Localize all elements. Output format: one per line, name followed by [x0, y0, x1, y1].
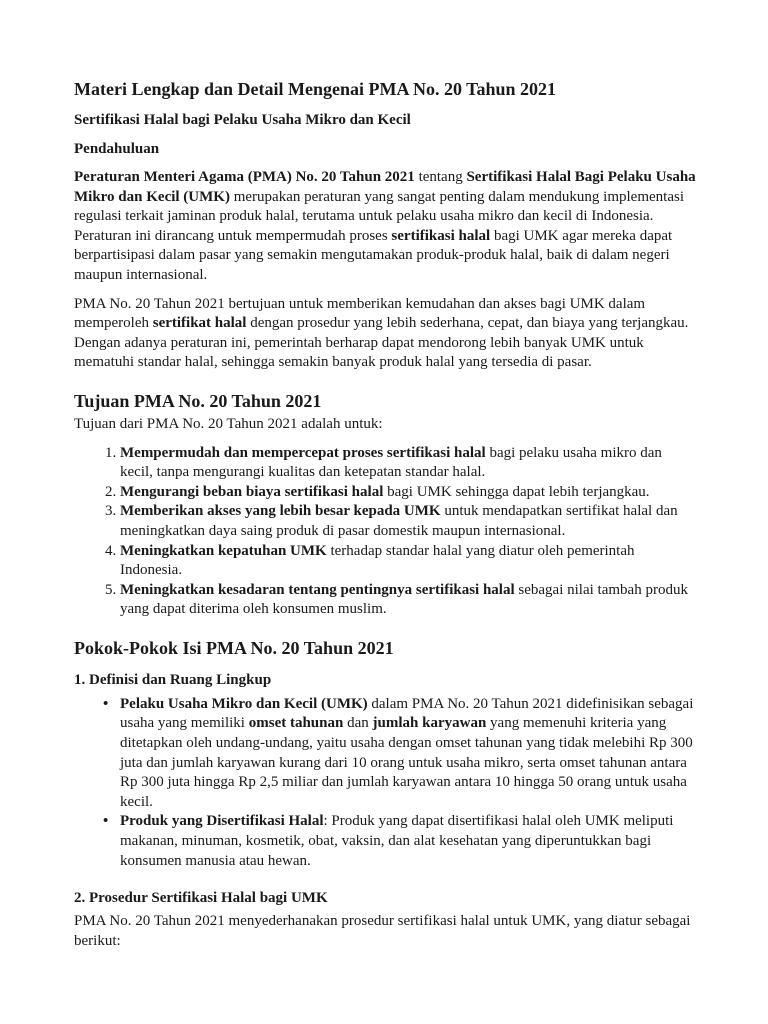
bold-text: omset tahunan: [248, 715, 344, 732]
bold-text: Mengurangi beban biaya sertifikasi halal: [120, 483, 384, 500]
prosedur-heading: 2. Prosedur Sertifikasi Halal bagi UMK: [74, 890, 328, 907]
bold-text: Memberikan akses yang lebih besar kepada UMK: [120, 503, 441, 520]
text: bagi pelaku usaha mikro dan kecil, tanpa mengurangi kualitas dan ketepatan standar halal.: [120, 444, 662, 481]
pokok-heading: Pokok-Pokok Isi PMA No. 20 Tahun 2021: [74, 637, 394, 658]
text: untuk mendapatkan sertifikat halal dan meningkatkan daya saing produk di pasar domestik maupun internasional.: [120, 503, 678, 539]
text: sebagai nilai tambah produk yang dapat diterima oleh konsumen muslim.: [120, 581, 688, 618]
list-item: [120, 444, 698, 483]
bold-text: jumlah karyawan: [372, 715, 487, 732]
intro-paragraph-1: [74, 168, 698, 286]
definisi-heading: 1. Definisi dan Ruang Lingkup: [74, 671, 272, 688]
bold-text: Meningkatkan kesadaran tentang pentingnya sertifikasi halal: [120, 581, 515, 598]
text: : Produk yang dapat disertifikasi halal oleh UMK meliputi makanan, minuman, kosmetik, obat, vaksin, dan alat kesehatan yang diperuntukkan bagi konsumen manusia atau hewan.: [120, 813, 674, 869]
bold-text: Pelaku Usaha Mikro dan Kecil (UMK): [120, 695, 368, 712]
list-item: [120, 695, 698, 813]
list-item: [120, 542, 698, 581]
prosedur-intro: PMA No. 20 Tahun 2021 menyederhanakan prosedur sertifikasi halal untuk UMK, yang diatur sebagai berikut:: [74, 913, 691, 949]
text: terhadap standar halal yang diatur oleh pemerintah Indonesia.: [120, 542, 635, 579]
text: dalam PMA No. 20 Tahun 2021 didefinisikan sebagai usaha yang memiliki: [120, 695, 694, 732]
bold-text: sertifikat halal: [152, 315, 247, 332]
document-subtitle: Sertifikasi Halal bagi Pelaku Usaha Mikro dan Kecil: [74, 112, 411, 128]
tujuan-heading: Tujuan PMA No. 20 Tahun 2021: [74, 390, 322, 411]
bold-text: Produk yang Disertifikasi Halal: [120, 813, 324, 830]
text: bagi UMK agar mereka dapat berpartisipasi dalam pasar yang semakin mengutamakan produk-produk halal, baik di dalam negeri maupun internasional.: [74, 227, 673, 283]
list-item: [120, 502, 698, 541]
definisi-list: [74, 695, 698, 871]
bold-text: Meningkatkan kepatuhan UMK: [120, 542, 327, 559]
bold-text: Peraturan Menteri Agama (PMA) No. 20 Tahun 2021: [74, 169, 415, 185]
text: merupakan peraturan yang sangat penting dalam mendukung implementasi regulasi terkait jaminan produk halal, terutama untuk pelaku usaha mikro dan kecil di Indonesia. Peraturan ini dirancang untuk mempermudah proses: [74, 188, 684, 244]
intro-paragraph-2: [74, 295, 698, 373]
bold-text: Sertifikasi Halal Bagi Pelaku Usaha Mikro dan Kecil (UMK): [74, 169, 696, 205]
list-item: [120, 483, 698, 503]
list-item: [120, 581, 698, 620]
text: dan: [343, 715, 373, 732]
document-title: Materi Lengkap dan Detail Mengenai PMA No. 20 Tahun 2021: [74, 79, 557, 99]
text: bagi UMK sehingga dapat lebih terjangkau.: [383, 483, 650, 500]
intro-heading: Pendahuluan: [74, 141, 160, 157]
tujuan-intro: Tujuan dari PMA No. 20 Tahun 2021 adalah untuk:: [74, 415, 383, 432]
text: dengan prosedur yang lebih sederhana, cepat, dan biaya yang terjangkau. Dengan adanya peraturan ini, pemerintah berharap dapat mendorong lebih banyak UMK untuk mematuhi standar halal, sehingga semakin banyak produk halal yang tersedia di pasar.: [74, 315, 689, 371]
tujuan-list: [74, 444, 698, 620]
bold-text: Mempermudah dan mempercepat proses sertifikasi halal: [120, 444, 486, 461]
list-item: [120, 812, 698, 871]
bold-text: sertifikasi halal: [391, 227, 491, 244]
text: PMA No. 20 Tahun 2021 bertujuan untuk memberikan kemudahan dan akses bagi UMK dalam memperoleh: [74, 295, 646, 332]
text: tentang: [414, 169, 467, 185]
text: yang memenuhi kriteria yang ditetapkan oleh undang-undang, yaitu usaha dengan omset tahunan yang tidak melebihi Rp 300 juta dan jumlah karyawan kurang dari 10 orang untuk usaha mikro, serta omset tahunan antara Rp 300 juta hingga Rp 2,5 miliar dan jumlah karyawan antara 10 hingga 50 orang untuk usaha kecil.: [120, 715, 693, 810]
